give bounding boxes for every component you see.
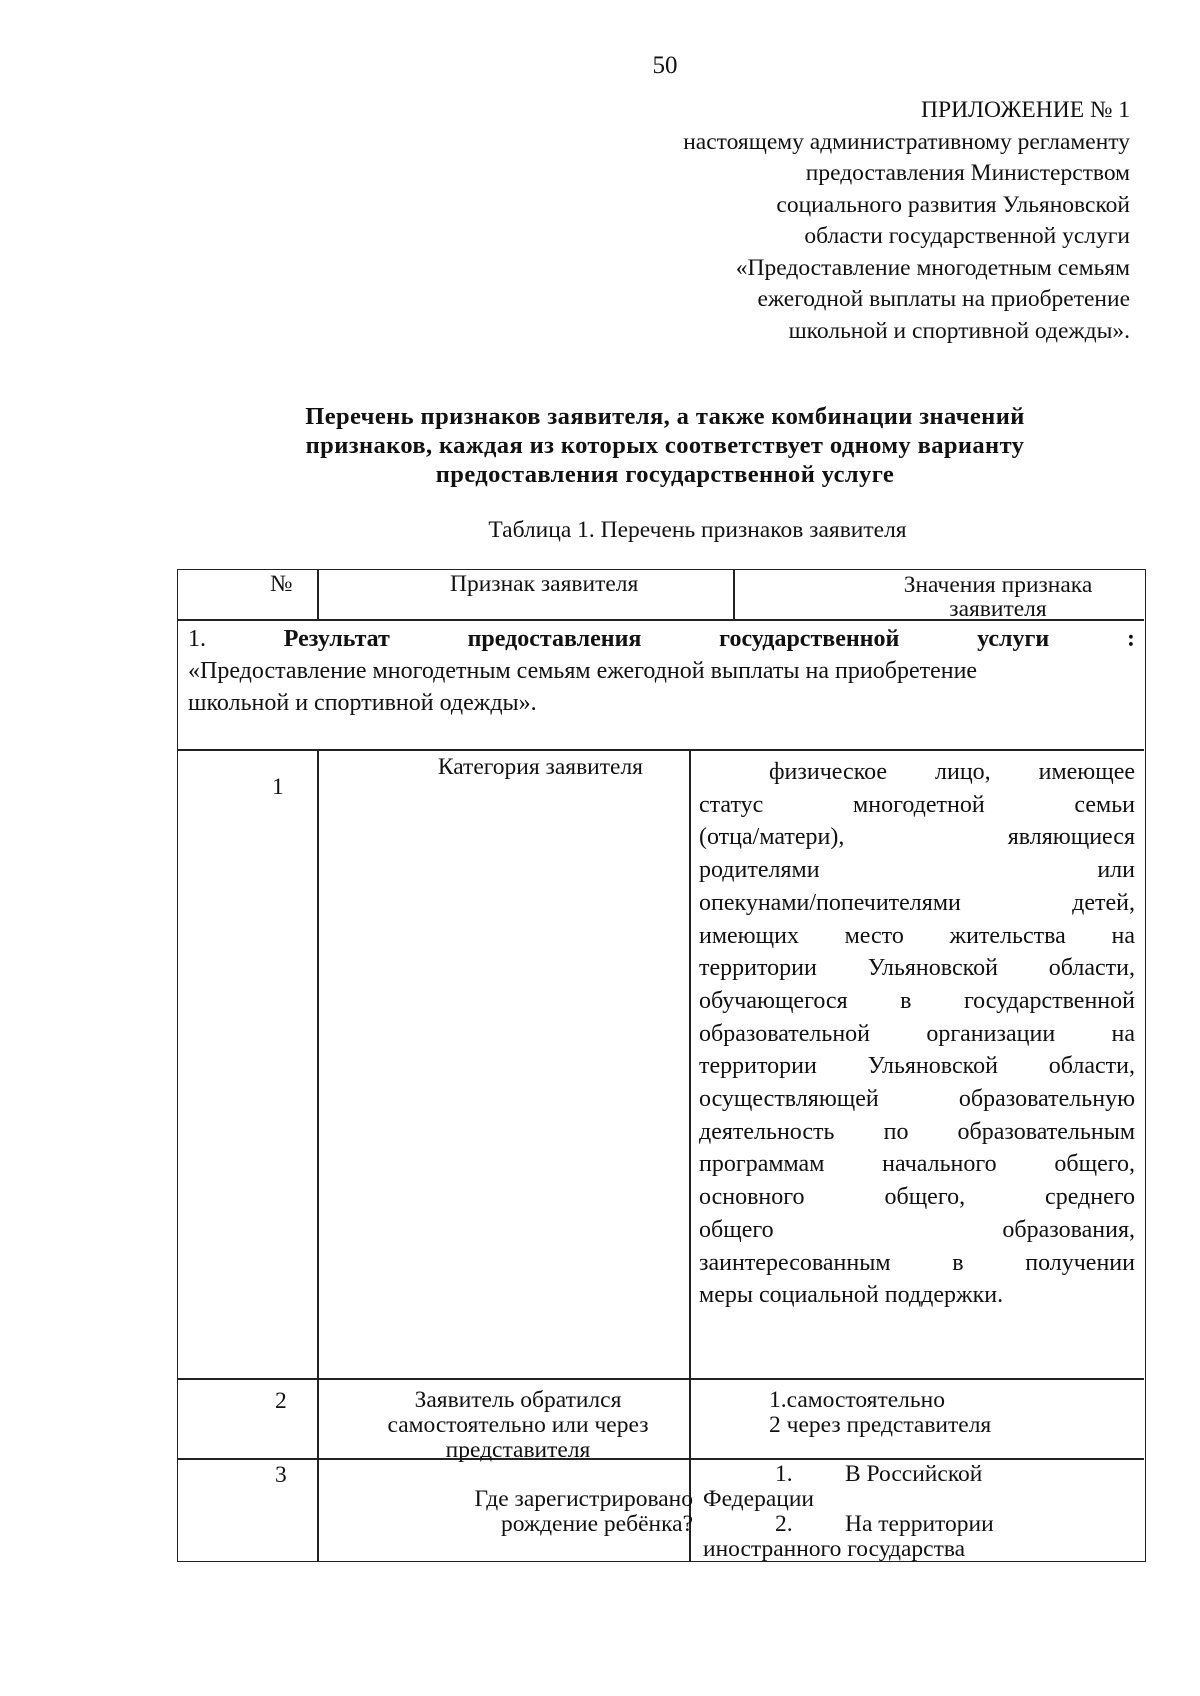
- section-heading-line: [188, 623, 1135, 655]
- row3-item-number: 1.: [775, 1461, 793, 1487]
- row1-value-line: [699, 1279, 1135, 1312]
- row1-value-word: заинтересованным: [699, 1249, 891, 1276]
- section-row: [188, 623, 1135, 719]
- row2-value: [769, 1388, 1129, 1438]
- row1-value-word: имеющее: [1038, 759, 1135, 785]
- row1-value-word: основного: [699, 1184, 805, 1211]
- header-col-divider-1: [317, 570, 319, 620]
- row3-value-line: иностранного государства: [703, 1536, 966, 1562]
- appendix-line: социального развития Ульяновской: [776, 191, 1130, 218]
- title-line: Перечень признаков заявителя, а также комбинации значений: [305, 403, 1025, 430]
- row1-value-word: области,: [1048, 1053, 1135, 1080]
- appendix-line: ежегодной выплаты на приобретение: [757, 286, 1130, 312]
- row1-value-word: организации: [926, 1020, 1056, 1047]
- row1-value-word: имеющих: [699, 922, 799, 949]
- row3-value-line: Федерации: [703, 1486, 814, 1512]
- row1-value-word: области,: [1048, 955, 1135, 982]
- row2-sign: Заявитель обратился самостоятельно или через представителя: [387, 1387, 649, 1463]
- row1-value-word: на: [1111, 1020, 1135, 1047]
- row1-value-word: территории: [699, 1053, 817, 1080]
- row1-value-word: являющиеся: [1007, 824, 1135, 851]
- section-word: услуги: [977, 626, 1050, 652]
- row1-value-word: место: [844, 922, 904, 949]
- row3-value-line: [703, 1462, 1133, 1487]
- appendix-line: предоставления Министерством: [805, 160, 1130, 186]
- row1-value-line: [699, 920, 1135, 953]
- section-number: 1.: [188, 626, 206, 652]
- row1-value-word: общего: [699, 1216, 774, 1243]
- row3-item-text: В Российской: [845, 1461, 983, 1487]
- row1-value-word: жительства: [949, 922, 1066, 949]
- page-number: 50: [652, 52, 678, 79]
- row3-number: 3: [275, 1462, 287, 1488]
- row1-value-word: опекунами/попечителями: [699, 889, 961, 916]
- document-title: [150, 402, 1180, 489]
- appendix-block: [570, 95, 1130, 347]
- row1-value-word: Ульяновской: [867, 1053, 998, 1080]
- row1-value-word: территории: [699, 955, 817, 982]
- row2-value-line: 2 через представителя: [769, 1412, 992, 1438]
- appendix-line: настоящему административному регламенту: [683, 128, 1130, 155]
- row1-value-word: осуществляющей: [699, 1086, 879, 1113]
- row1-value-line: [699, 789, 1135, 822]
- title-line: признаков, каждая из которых соответствует одному варианту: [305, 432, 1025, 459]
- row1-value-text: меры социальной поддержки.: [699, 1282, 1004, 1309]
- row1-value-word: (отца/матери),: [699, 824, 845, 851]
- row1-value-word: по: [883, 1118, 909, 1145]
- row1-value-line: [699, 1050, 1135, 1083]
- section-word: государственной: [719, 626, 900, 652]
- row1-value-word: образовательную: [958, 1086, 1135, 1113]
- row1-value-word: в: [900, 987, 912, 1014]
- title-line: предоставления государственной услуге: [435, 461, 895, 488]
- row1-value-line: [699, 887, 1135, 920]
- row3-sign: Где зарегистрировано рождение ребёнка?: [474, 1486, 693, 1537]
- row3-value-line: [703, 1512, 1133, 1537]
- row1-value-word: лицо,: [935, 759, 991, 785]
- row1-value-word: общего,: [884, 1184, 966, 1211]
- row1-value-line: [699, 821, 1135, 854]
- row1-value-word: среднего: [1045, 1184, 1135, 1211]
- row1-value-line: [699, 1181, 1135, 1214]
- header-sign: Признак заявителя: [450, 571, 639, 597]
- row1-value-word: родителями: [699, 857, 820, 884]
- row1-value-word: образовательным: [957, 1118, 1135, 1145]
- row1-value-line: [699, 1214, 1135, 1247]
- row1-value-word: обучающегося: [699, 987, 848, 1014]
- row2-value-line: 1.самостоятельно: [769, 1387, 945, 1413]
- row1-sign: Категория заявителя: [437, 754, 643, 780]
- row1-value-word: семьи: [1074, 791, 1135, 818]
- row1-value-word: физическое: [769, 759, 888, 785]
- row1-value-line: [699, 1148, 1135, 1181]
- criteria-table: [177, 569, 1146, 1562]
- row2-number: 2: [275, 1388, 287, 1414]
- row1-value-word: статус: [699, 791, 764, 818]
- row1-value-line: [699, 1018, 1135, 1051]
- section-word: :: [1127, 626, 1135, 652]
- row1-value-word: деятельность: [699, 1118, 835, 1145]
- row1-value-line: [699, 1116, 1135, 1149]
- row1-value-word: образовательной: [699, 1020, 870, 1047]
- row3-item-number: 2.: [775, 1511, 793, 1537]
- row1-value-line: [699, 985, 1135, 1018]
- row1-value-word: или: [1097, 857, 1135, 884]
- row1-value: [699, 756, 1135, 1312]
- row1-value-line: [699, 1083, 1135, 1116]
- appendix-line: области государственной услуги: [804, 223, 1130, 249]
- row1-value-word: Ульяновской: [867, 955, 998, 982]
- row1-value-word: общего,: [1054, 1151, 1135, 1178]
- row1-value-word: начального: [882, 1151, 997, 1178]
- row1-value-line: [699, 756, 1135, 789]
- header-values: Значения признака заявителя: [903, 572, 1093, 622]
- row1-value-word: на: [1111, 922, 1135, 949]
- row1-value-word: детей,: [1072, 889, 1135, 916]
- section-word: предоставления: [467, 626, 642, 652]
- appendix-line: школьной и спортивной одежды».: [788, 317, 1130, 344]
- row1-number: 1: [272, 774, 284, 800]
- section-bottom-line: [178, 749, 1144, 751]
- section-text-line: «Предоставление многодетным семьям ежегодной выплаты на приобретение: [188, 658, 978, 684]
- header-number: №: [270, 571, 293, 597]
- row1-value-line: [699, 1247, 1135, 1280]
- row1-value-word: программам: [699, 1151, 825, 1178]
- row1-value-word: в: [952, 1249, 964, 1276]
- appendix-line: ПРИЛОЖЕНИЕ № 1: [921, 97, 1130, 123]
- section-text-line: школьной и спортивной одежды».: [188, 690, 537, 716]
- row1-value-word: образования,: [1002, 1216, 1135, 1243]
- row1-value-word: многодетной: [853, 791, 985, 818]
- row3-item-text: На территории: [845, 1511, 994, 1537]
- body-col-divider-1: [317, 749, 319, 1561]
- row1-value-word: государственной: [963, 987, 1135, 1014]
- row1-value-line: [699, 952, 1135, 985]
- appendix-line: «Предоставление многодетным семьям: [735, 254, 1130, 281]
- row1-value-word: получении: [1025, 1249, 1135, 1276]
- row1-bottom-line: [178, 1378, 1144, 1380]
- body-col-divider-2: [689, 749, 691, 1561]
- row3-value: [703, 1462, 1133, 1562]
- section-word: Результат: [283, 626, 390, 652]
- table-caption: Таблица 1. Перечень признаков заявителя: [488, 517, 907, 543]
- header-col-divider-2: [733, 570, 735, 620]
- row1-value-line: [699, 854, 1135, 887]
